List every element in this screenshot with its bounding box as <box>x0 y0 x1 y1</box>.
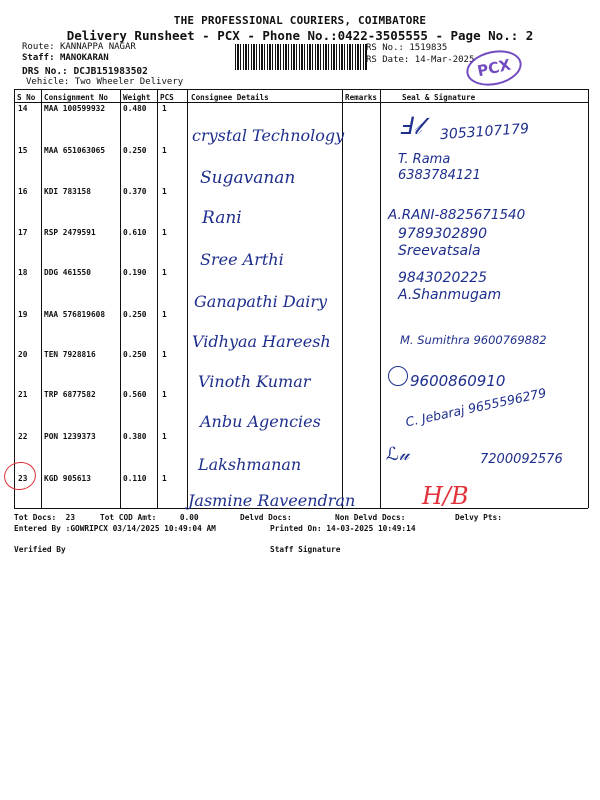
row-consignee-handwritten: crystal Technology <box>192 126 345 145</box>
row-pcs: 1 <box>162 432 167 441</box>
route-value: KANNAPPA NAGAR <box>59 42 136 52</box>
row-weight: 0.250 <box>123 146 147 155</box>
row-weight: 0.480 <box>123 104 147 113</box>
rs-date-value: 14-Mar-2025 <box>414 55 475 65</box>
row-consignment: RSP 2479591 <box>44 228 96 237</box>
tot-cod-value: 0.00 <box>179 513 199 522</box>
row-sno: 22 <box>18 432 28 441</box>
row-sno: 20 <box>18 350 28 359</box>
column-divider <box>157 89 158 508</box>
row-signature-scribble: Ⅎ𝓁 <box>400 112 422 140</box>
staff-value: MANOKARAN <box>59 53 109 63</box>
row-weight: 0.190 <box>123 268 147 277</box>
staff-signature: Staff Signature <box>270 545 341 554</box>
row-consignee-handwritten: Sugavanan <box>200 168 296 188</box>
vehicle-line: Vehicle: Two Wheeler Delivery <box>26 77 184 87</box>
row-sno: 19 <box>18 310 28 319</box>
route-line: Route: KANNAPPA NAGAR <box>22 42 136 52</box>
drs-value: DCJB151983502 <box>73 66 148 77</box>
tot-docs: Tot Docs: 23 <box>14 513 76 522</box>
staff-line: Staff: MANOKARAN <box>22 53 109 63</box>
delvd-docs: Delvd Docs: <box>240 513 292 522</box>
row-pcs: 1 <box>162 104 167 113</box>
row-consignment: KGD 905613 <box>44 474 91 483</box>
table-header-rule <box>14 102 588 103</box>
row-signature-scribble <box>388 366 408 386</box>
row-sno: 21 <box>18 390 28 399</box>
col-header-consignee: Consignee Details <box>191 93 269 102</box>
column-divider <box>14 89 15 508</box>
row-consignee-handwritten: Rani <box>202 208 242 228</box>
row-signature-scribble: ℒ𝓊 <box>386 444 410 465</box>
row-signature-handwritten: M. Sumithra 9600769882 <box>400 333 547 347</box>
row-pcs: 1 <box>162 268 167 277</box>
tot-cod: Tot COD Amt: 0.00 <box>100 513 199 522</box>
row-pcs: 1 <box>162 187 167 196</box>
row-weight: 0.250 <box>123 350 147 359</box>
row-pcs: 1 <box>162 146 167 155</box>
tot-docs-value: 23 <box>65 513 76 522</box>
row-consignment: MAA 651063065 <box>44 146 106 155</box>
col-header-pcs: PCS <box>160 93 174 102</box>
row-pcs: 1 <box>162 228 167 237</box>
row-signature-handwritten: A.RANI-8825671540 <box>388 207 526 223</box>
row-consignment: DDG 461550 <box>44 268 91 277</box>
row-signature-handwritten: 9789302890 Sreevatsala <box>398 226 488 259</box>
row-consignment: MAA 576819608 <box>44 310 106 319</box>
non-delvd-docs: Non Delvd Docs: <box>335 513 406 522</box>
column-divider <box>187 89 188 508</box>
row-consignee-handwritten: Sree Arthi <box>200 250 284 269</box>
barcode <box>235 44 367 70</box>
column-divider <box>588 89 589 508</box>
row-consignee-handwritten: Vidhyaa Hareesh <box>192 332 331 351</box>
col-header-sno: S No <box>17 93 36 102</box>
column-divider <box>120 89 121 508</box>
row-signature-handwritten: 3053107179 <box>439 120 530 144</box>
row-consignee-handwritten: Anbu Agencies <box>200 412 321 431</box>
rs-no-value: 1519835 <box>409 43 448 53</box>
row-signature-handwritten: 9600860910 <box>410 372 506 390</box>
row-sno: 16 <box>18 187 28 196</box>
row-signature-handwritten: 7200092576 <box>480 452 563 467</box>
row-pcs: 1 <box>162 310 167 319</box>
row-signature-handwritten: T. Rama 6383784121 <box>398 152 481 183</box>
row-sno: 14 <box>18 104 28 113</box>
delvy-pts: Delvy Pts: <box>455 513 502 522</box>
row-pcs: 1 <box>162 474 167 483</box>
row-signature-handwritten: H/B <box>422 482 469 510</box>
rs-date-line: RS Date: 14-Mar-2025 <box>366 55 475 65</box>
column-divider <box>342 89 343 508</box>
row-pcs: 1 <box>162 390 167 399</box>
col-header-signature: Seal & Signature <box>402 93 476 102</box>
row-weight: 0.370 <box>123 187 147 196</box>
row-sno: 23 <box>18 474 28 483</box>
row-weight: 0.110 <box>123 474 147 483</box>
verified-by: Verified By <box>14 545 66 554</box>
row-consignee-handwritten: Vinoth Kumar <box>198 372 311 391</box>
row-weight: 0.560 <box>123 390 147 399</box>
row-sno: 15 <box>18 146 28 155</box>
row-consignee-handwritten: Lakshmanan <box>198 455 302 474</box>
row-weight: 0.610 <box>123 228 147 237</box>
printed-on: Printed On: 14-03-2025 10:49:14 <box>270 524 416 533</box>
col-header-remarks: Remarks <box>345 93 378 102</box>
runsheet-title: Delivery Runsheet - PCX - Phone No.:0422-3505555 - Page No.: 2 <box>66 28 534 43</box>
row-weight: 0.380 <box>123 432 147 441</box>
row-signature-handwritten: C. Jebaraj 9655596279 <box>404 384 548 430</box>
column-divider <box>380 89 381 508</box>
row-signature-handwritten: 9843020225 A.Shanmugam <box>398 270 502 303</box>
col-header-consignment: Consignment No <box>44 93 109 102</box>
row-sno: 17 <box>18 228 28 237</box>
entered-by: Entered By :GOWRIPCX 03/14/2025 10:49:04 AM <box>14 524 216 533</box>
row-consignment: MAA 100599932 <box>44 104 106 113</box>
row-consignee-handwritten: Ganapathi Dairy <box>194 292 328 311</box>
company-name: THE PROFESSIONAL COURIERS, COIMBATORE <box>173 14 427 27</box>
col-header-weight: Weight <box>123 93 151 102</box>
row-sno: 18 <box>18 268 28 277</box>
table-top-rule <box>14 89 588 90</box>
pcx-stamp: PCX <box>463 46 525 91</box>
row-consignee-handwritten: Jasmine Raveendran <box>188 491 356 510</box>
row-weight: 0.250 <box>123 310 147 319</box>
drs-line: DRS No.: DCJB151983502 <box>22 66 148 77</box>
row-consignment: TEN 7928816 <box>44 350 96 359</box>
rs-no-line: RS No.: 1519835 <box>366 43 448 53</box>
row-consignment: PON 1239373 <box>44 432 96 441</box>
row-consignment: TRP 6877582 <box>44 390 96 399</box>
column-divider <box>41 89 42 508</box>
row-consignment: KDI 783158 <box>44 187 91 196</box>
vehicle-value: Two Wheeler Delivery <box>74 77 184 87</box>
row-pcs: 1 <box>162 350 167 359</box>
